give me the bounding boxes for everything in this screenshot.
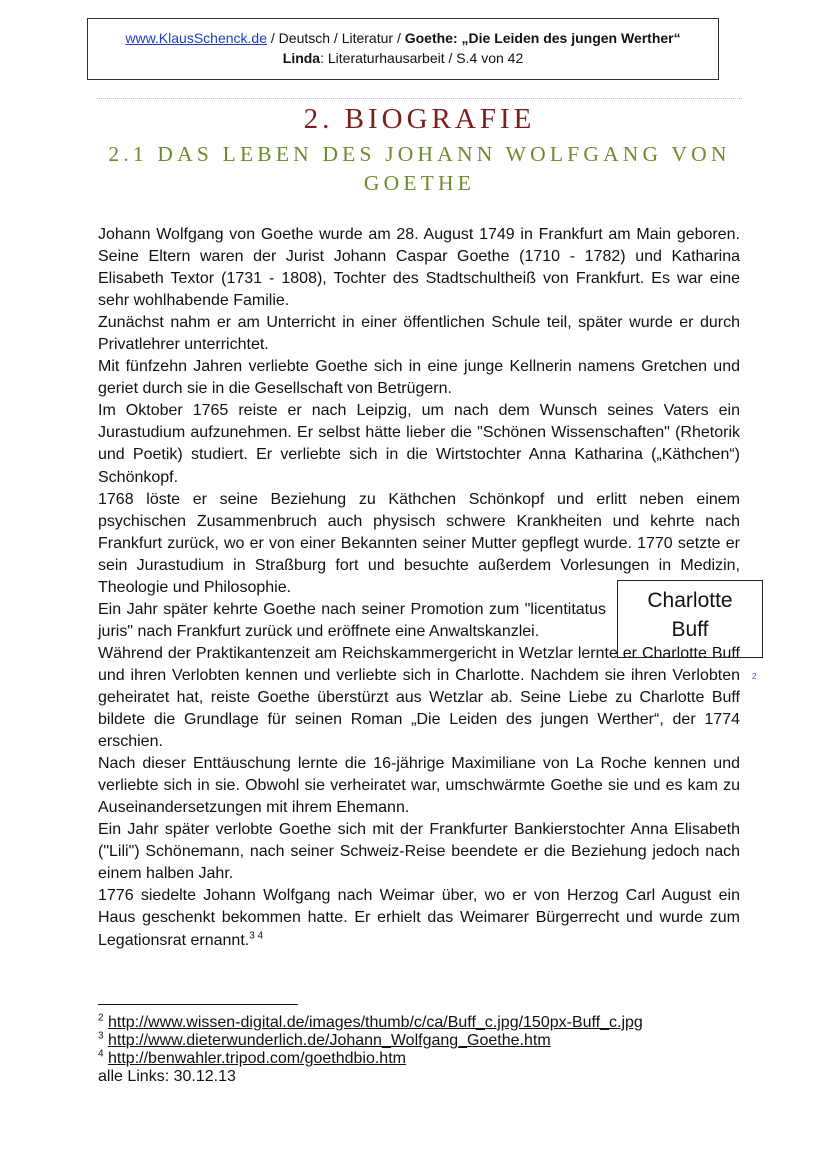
paragraph: Zunächst nahm er am Unterricht in einer öffentlichen Schule teil, später wurde er durch Privatlehrer unterrichtet.	[98, 314, 740, 354]
paragraph: Johann Wolfgang von Goethe wurde am 28. August 1749 in Frankfurt am Main geboren. Seine Eltern waren der Jurist Johann Caspar Goethe (1710 - 1782) und Katharina Elisabeth Textor (1731 - 1808), Tochter des Stadtschultheiß von Frankfurt. Es war eine sehr wohlhabende Familie.	[98, 226, 740, 310]
footnote-ref[interactable]: 3 4	[249, 930, 264, 942]
work-title: Goethe: „Die Leiden des jungen Werther“	[404, 30, 681, 46]
footnote-link[interactable]: http://benwahler.tripod.com/goethdbio.htm	[108, 1050, 406, 1067]
caption-line: Charlotte	[647, 589, 733, 612]
section-title: 2.1 DAS LEBEN DES JOHANN WOLFGANG VON GOETHE	[108, 142, 731, 195]
header-line-2	[88, 48, 718, 68]
footnote	[98, 1014, 740, 1032]
paragraph: Ein Jahr später kehrte Goethe nach seiner Promotion zum "licentitatus juris" nach Frankfurt zurück und eröffnete eine Anwaltskanzlei.	[98, 600, 606, 640]
footnote-link[interactable]: http://www.dieterwunderlich.de/Johann_Wolfgang_Goethe.htm	[108, 1032, 551, 1049]
margin-footnote-ref: 2	[752, 672, 757, 681]
header-line-1	[88, 28, 718, 48]
paragraph-text: 1776 siedelte Johann Wolfgang nach Weimar über, wo er von Herzog Carl August ein Haus geschenkt bekommen hatte. Er erhielt das Weimarer Bürgerrecht und wurde zum Legationsrat ernannt.	[98, 887, 740, 949]
paragraph: Mit fünfzehn Jahren verliebte Goethe sich in eine junge Kellnerin namens Gretchen und geriet durch sie in die Gesellschaft von Betrügern.	[98, 358, 740, 398]
caption-line: Buff	[671, 618, 709, 641]
divider	[97, 98, 742, 99]
footnotes	[98, 1014, 740, 1086]
footnote-divider	[98, 1004, 298, 1005]
paragraph: Ein Jahr später verlobte Goethe sich mit der Frankfurter Bankierstochter Anna Elisabeth ("Lili") Schönemann, nach seiner Schweiz-Reise beendete er die Beziehung jedoch nach einem halben Jahr.	[98, 821, 740, 883]
paragraph: 1768 löste er seine Beziehung zu Käthchen Schönkopf und erlitt neben einem psychischen Zusammenbruch auch physisch schwere Krankheiten und kehrte nach Frankfurt zurück, wo er von einer Bekannten seiner Mutter gepflegt wurde. 1770 setzte er sein Jurastudium in Straßburg fort und besuchte außerdem Vorlesungen in Medizin, Theologie und Philosophie.	[98, 490, 740, 596]
page-header	[87, 18, 719, 80]
chapter-title: 2. BIOGRAFIE	[303, 103, 536, 135]
breadcrumb: / Deutsch / Literatur /	[267, 30, 405, 46]
paragraph: Nach dieser Enttäuschung lernte die 16-jährige Maximiliane von La Roche kennen und verliebte sich in sie. Obwohl sie verheiratet war, umschwärmte Goethe sie und es kam zu Auseinandersetzungen mit ihrem Ehemann.	[98, 755, 740, 817]
image-caption-box	[617, 580, 763, 658]
page-info: : Literaturhausarbeit / S.4 von 42	[320, 50, 524, 66]
footnote-number: 4	[98, 1048, 104, 1060]
footnote-link[interactable]: http://www.wissen-digital.de/images/thumb/c/ca/Buff_c.jpg/150px-Buff_c.jpg	[108, 1014, 643, 1031]
paragraph: Im Oktober 1765 reiste er nach Leipzig, um nach dem Wunsch seines Vaters ein Jurastudium aufzunehmen. Er selbst hätte lieber die "Schönen Wissenschaften" (Rhetorik und Poetik) studiert. Er verliebte sich in die Wirtstochter Anna Katharina („Käthchen“) Schönkopf.	[98, 402, 740, 486]
footnote-number: 3	[98, 1030, 104, 1042]
footnote-date: alle Links: 30.12.13	[98, 1068, 236, 1085]
author-name: Linda	[282, 50, 321, 66]
paragraph: Während der Praktikantenzeit am Reichskammergericht in Wetzlar lernte er Charlotte Buff und ihren Verlobten kennen und verliebte sich in Charlotte. Nachdem sie ihren Verlobten geheiratet hat, reiste Goethe überstürzt aus Wetzlar ab. Seine Liebe zu Charlotte Buff bildete die Grundlage für seinen Roman „Die Leiden des jungen Werther“, der 1774 erschien.	[98, 644, 740, 751]
footnote-number: 2	[98, 1012, 104, 1024]
footnote	[98, 1032, 740, 1050]
footnote	[98, 1050, 740, 1068]
site-link[interactable]: www.KlausSchenck.de	[125, 30, 267, 46]
paragraph	[98, 885, 740, 951]
